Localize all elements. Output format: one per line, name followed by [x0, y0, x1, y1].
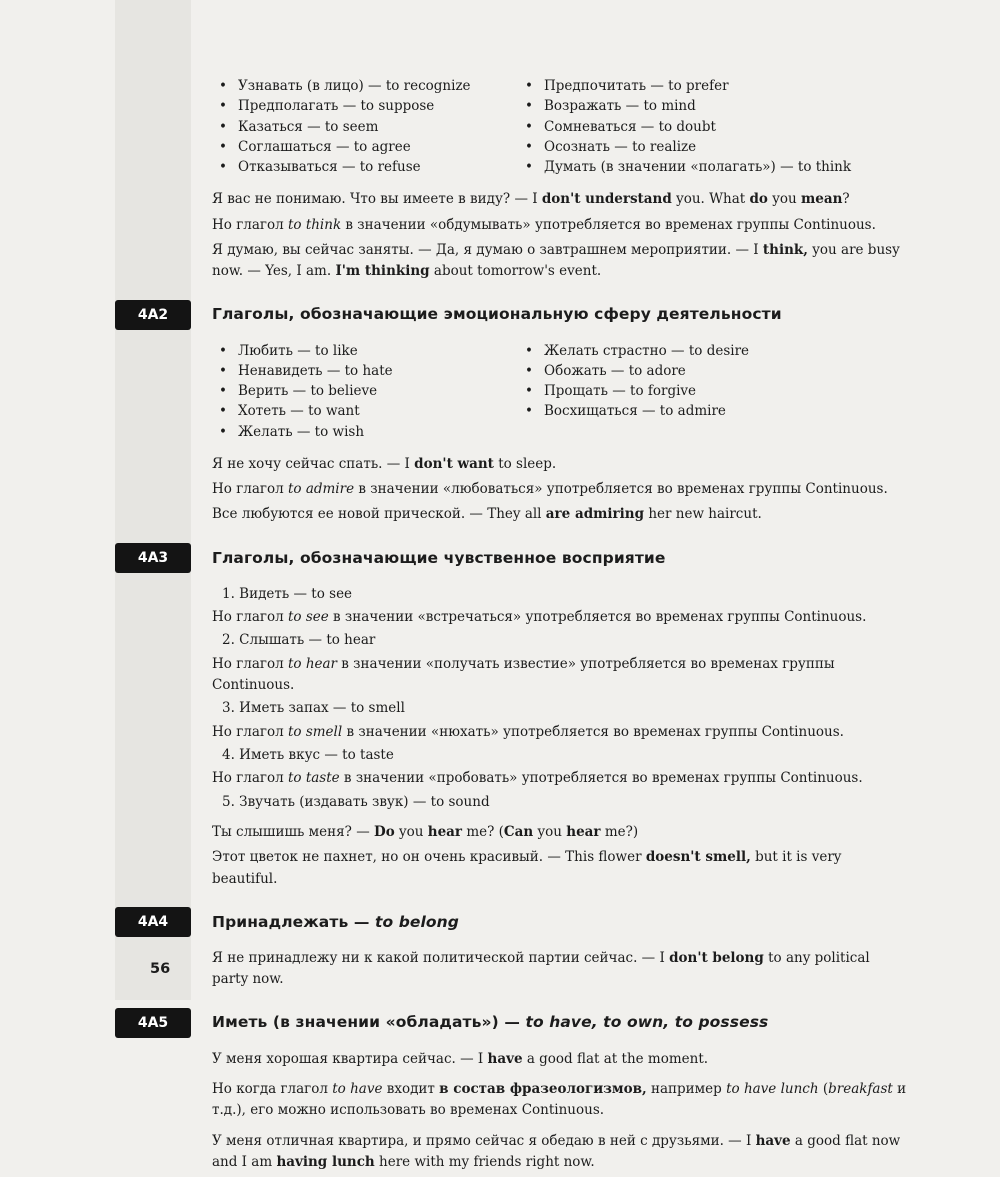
bullet-list-left [212, 341, 518, 442]
section-heading-row [137, 543, 908, 573]
list-item: • Предпочитать — to prefer [518, 76, 908, 96]
list-item: • Соглашаться — to agree [212, 137, 518, 157]
list-item: • Восхищаться — to admire [518, 401, 908, 421]
list-item: • Узнавать (в лицо) — to recognize [212, 76, 518, 96]
paragraph: Все любуются ее новой прической. — They all are admiring her new haircut. [212, 506, 762, 523]
paragraph: Я вас не понимаю. Что вы имеете в виду? — I don't understand you. What do you mean? [212, 191, 850, 208]
bullet-list-right [518, 341, 908, 442]
section-title: Глаголы, обозначающие чувственное восприятие [212, 548, 666, 567]
section-tab: 4A5 [115, 1008, 191, 1038]
list-item: • Сомневаться — to doubt [518, 117, 908, 137]
example-line: Ты слышишь меня? — Do you hear me? (Can you hear me?) [212, 824, 639, 841]
page-number: 56 [150, 961, 171, 977]
list-item: • Хотеть — to want [212, 401, 518, 421]
section-tab: 4A4 [115, 907, 191, 937]
list-item: • Обожать — to adore [518, 361, 908, 381]
list-item: • Любить — to like [212, 341, 518, 361]
numbered-item: 5. Звучать (издавать звук) — to sound [222, 793, 490, 810]
list-item: • Верить — to believe [212, 381, 518, 401]
note-line: Но глагол to smell в значении «нюхать» употребляется во временах группы Continuous. [212, 723, 844, 740]
section-title: Иметь (в значении «обладать») — to have, to own, to possess [212, 1013, 769, 1032]
example-line: Этот цветок не пахнет, но он очень красивый. — This flower doesn't smell, but it is very beautiful. [212, 849, 842, 887]
note-line: Но глагол to see в значении «встречаться» употребляется во временах группы Continuous. [212, 609, 867, 626]
paragraph: Я думаю, вы сейчас заняты. — Да, я думаю о завтрашнем мероприятии. — I think, you are busy now. — Yes, I am. I'm thinking about tomorrow's event. [212, 241, 900, 280]
bullet-list-left [212, 76, 518, 177]
paragraph: У меня хорошая квартира сейчас. — I have a good flat at the moment. [212, 1050, 709, 1067]
verb-list-intro [212, 76, 908, 177]
paragraph: Я не принадлежу ни к какой политической партии сейчас. — I don't belong to any political party now. [212, 950, 870, 988]
bullet-list-right [518, 76, 908, 177]
paragraph: Но глагол to admire в значении «любоваться» употребляется во временах группы Continuous. [212, 481, 888, 498]
list-item: • Предполагать — to suppose [212, 96, 518, 116]
section-tab: 4A2 [115, 300, 191, 330]
section-4a3 [137, 543, 908, 890]
section-title: Глаголы, обозначающие эмоциональную сферу деятельности [212, 305, 782, 324]
paragraph: Я не хочу сейчас спать. — I don't want to sleep. [212, 455, 557, 472]
list-item: • Думать (в значении «полагать») — to think [518, 157, 908, 177]
section-tab: 4A3 [115, 543, 191, 573]
section-4a2 [137, 300, 908, 526]
paragraph: У меня отличная квартира, и прямо сейчас я обедаю в ней с друзьями. — I have a good flat now and I am having lunch here with my friends right now. [212, 1132, 901, 1171]
list-item: • Желать — to wish [212, 422, 518, 442]
list-item: • Прощать — to forgive [518, 381, 908, 401]
paragraph: Но когда глагол to have входит в состав фразеологизмов, например to have lunch (breakfast и т.д.), его можно использовать во временах Continuous. [212, 1081, 907, 1119]
note-line: Но глагол to hear в значении «получать известие» употребляется во временах группы Continuous. [212, 655, 835, 694]
numbered-item: 4. Иметь вкус — to taste [222, 747, 394, 764]
numbered-item: 2. Слышать — to hear [222, 632, 376, 649]
note-line: Но глагол to taste в значении «пробовать» употребляется во временах группы Continuous. [212, 770, 863, 787]
list-item: • Отказываться — to refuse [212, 157, 518, 177]
list-item: • Осознать — to realize [518, 137, 908, 157]
section-title: Принадлежать — to belong [212, 912, 460, 931]
section-heading-row [137, 907, 908, 937]
left-margin-band [115, 0, 191, 1000]
list-item: • Казаться — to seem [212, 117, 518, 137]
numbered-item: 3. Иметь запах — to smell [222, 700, 405, 717]
verb-list-4a2 [212, 341, 908, 442]
paragraph: Но глагол to think в значении «обдумывать» употребляется во временах группы Continuous. [212, 216, 876, 233]
section-heading-row [137, 1008, 908, 1038]
section-heading-row [137, 300, 908, 330]
section-4a5 [137, 1008, 908, 1174]
list-item: • Ненавидеть — to hate [212, 361, 518, 381]
list-item: • Возражать — to mind [518, 96, 908, 116]
numbered-item: 1. Видеть — to see [222, 585, 353, 602]
list-item: • Желать страстно — to desire [518, 341, 908, 361]
